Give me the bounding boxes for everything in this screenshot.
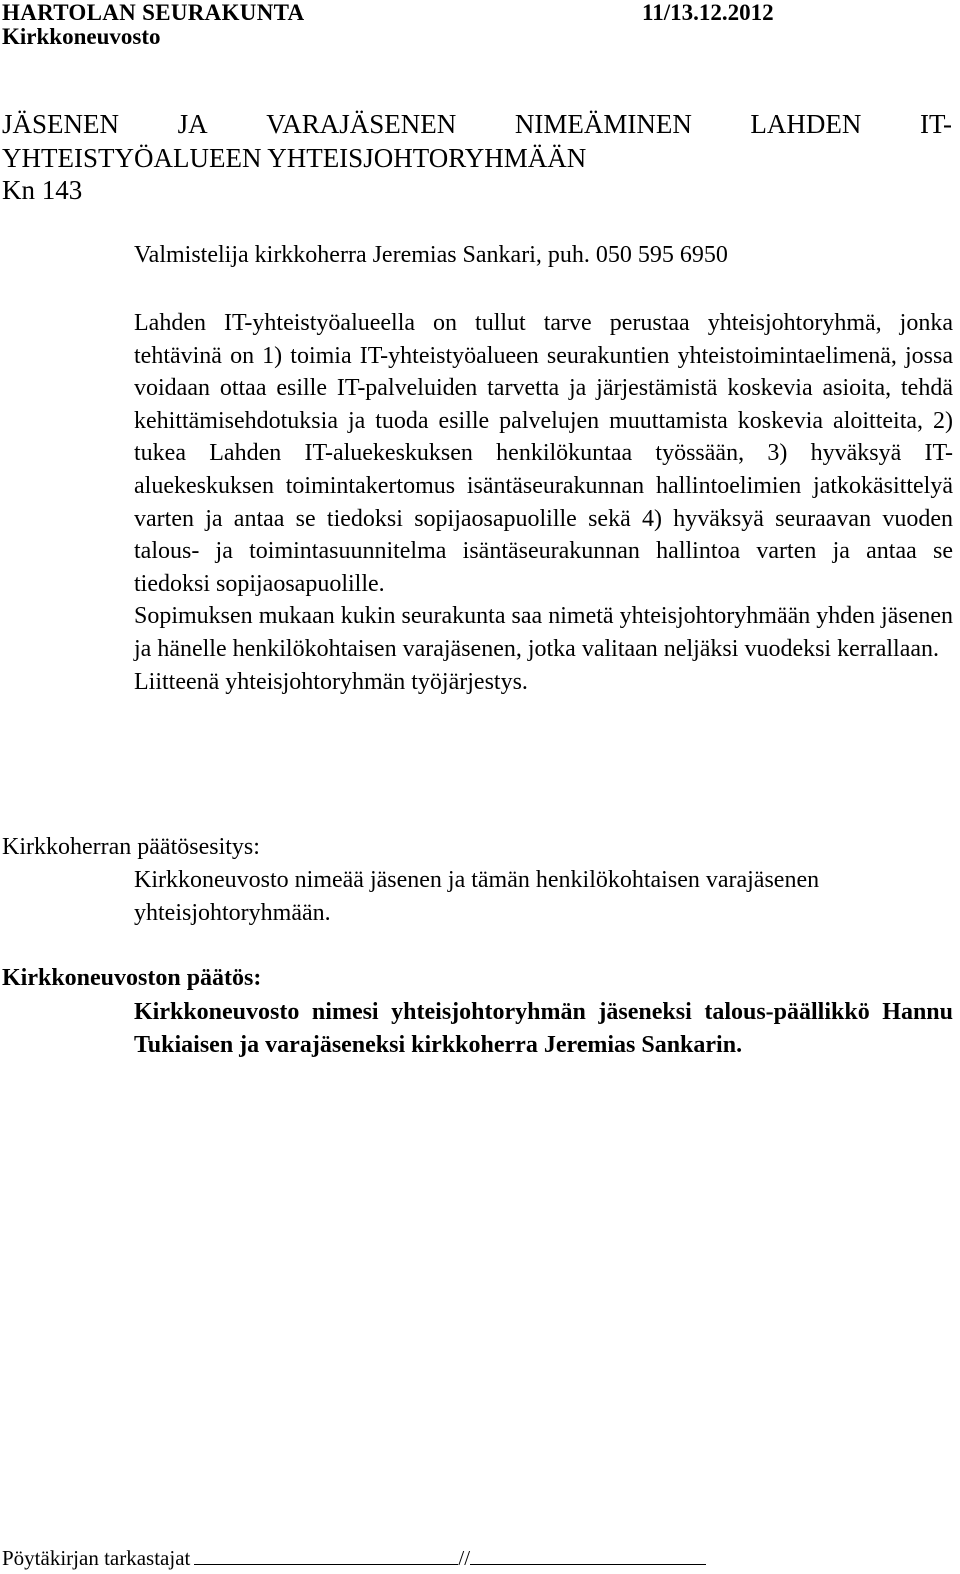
title-word: VARAJÄSENEN [266,109,457,139]
document-title [2,107,952,175]
background-paragraph: Liitteenä yhteisjohtoryhmän työjärjestys. [134,668,528,695]
title-line-1 [2,107,952,141]
header-meeting-body: Kirkkoneuvosto [2,24,161,49]
header-date: 11/13.12.2012 [642,0,774,25]
title-word: JA [177,109,208,139]
footer-signatures [2,1545,706,1571]
background-paragraph: Lahden IT-yhteistyöalueella on tullut tarve perustaa yhteisjohtoryhmä, jonka tehtävinä on 1) toimia IT-yhteistyöalueen seurakuntien yhteistoimintaelimenä, jossa voidaan ottaa esille IT-palveluiden tarvetta ja järjestämistä koskevia asioita, tehdä kehittämisehdotuksia ja tuoda esille palvelujen muuttamista koskevia aloitteita, 2) tukea Lahden IT-aluekeskuksen henkilökuntaa työssään, 3) hyväksyä IT-aluekeskuksen toimintakertomus isäntäseurakunnan hallintoelimien jatkokäsittelyä varten ja antaa se tiedoksi sopijaosapuolille sekä 4) hyväksyä seuraavan vuoden talous- ja toimintasuunnitelma isäntäseurakunnan hallintoa varten ja antaa se tiedoksi sopijaosapuolille. [134,310,953,597]
proposal-text: Kirkkoneuvosto nimeää jäsenen ja tämän henkilökohtaisen varajäsenen yhteisjohtoryhmään. [134,867,820,926]
header-organization: HARTOLAN SEURAKUNTA [2,0,305,25]
preparer-line: Valmistelija kirkkoherra Jeremias Sankari, puh. 050 595 6950 [134,242,728,268]
background-section [134,307,953,698]
title-word: LAHDEN [750,109,862,139]
signature-line [194,1545,458,1565]
title-word: JÄSENEN [2,109,120,139]
decision-label: Kirkkoneuvoston päätös: [2,965,262,991]
case-number: Kn 143 [2,175,83,205]
decision-text: Kirkkoneuvosto nimesi yhteisjohtoryhmän jäseneksi talous-päällikkö Hannu Tukiaisen ja varajäseneksi kirkkoherra Jeremias Sankarin. [134,999,953,1058]
footer-label: Pöytäkirjan tarkastajat [2,1546,191,1570]
title-line-2: YHTEISTYÖALUEEN YHTEISJOHTORYHMÄÄN [2,143,587,173]
signature-line [470,1545,706,1565]
background-paragraph: Sopimuksen mukaan kukin seurakunta saa nimetä yhteisjohtoryhmään yhden jäsenen ja hänelle henkilökohtaisen varajäsenen, jotka valitaan neljäksi vuodeksi kerrallaan. [134,603,953,662]
title-word: IT- [920,109,952,139]
footer-separator: // [458,1546,471,1570]
title-word: NIMEÄMINEN [514,109,692,139]
proposal-label: Kirkkoherran päätösesitys: [2,834,260,860]
